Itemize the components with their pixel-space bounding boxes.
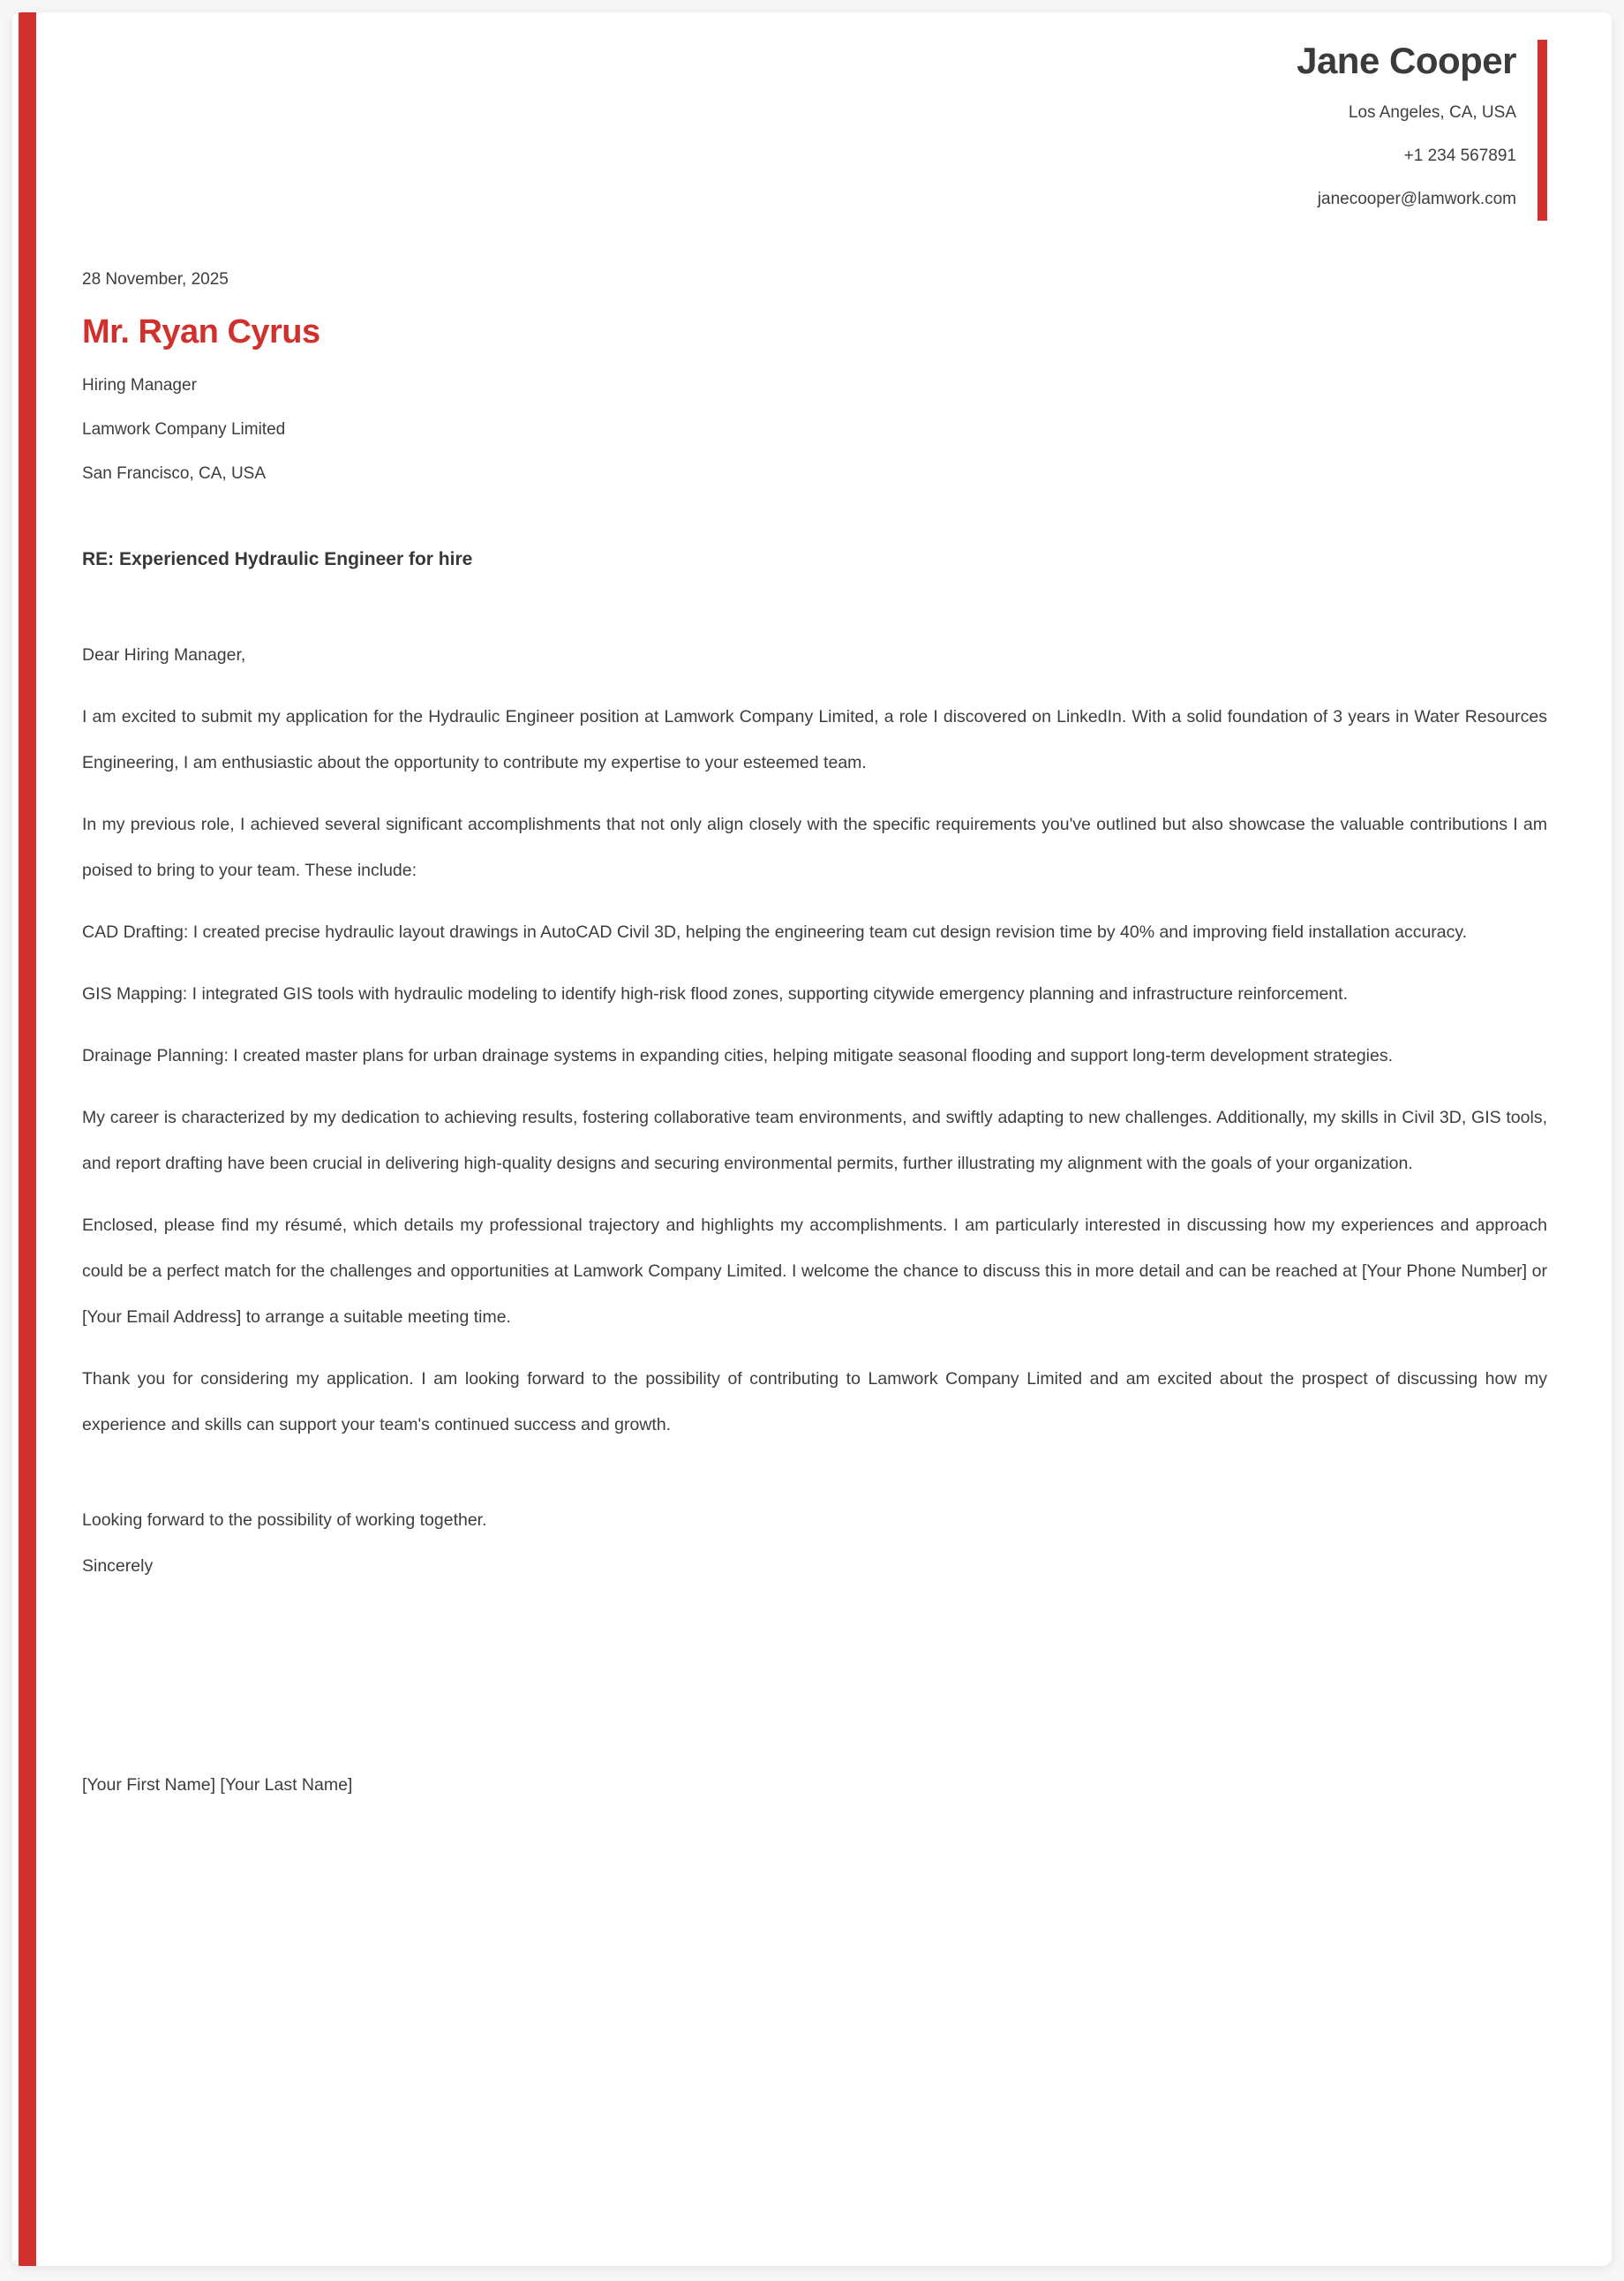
sender-email: janecooper@lamwork.com xyxy=(1317,190,1516,209)
body-paragraph: Enclosed, please find my résumé, which details my professional trajectory and highlights my accomplishments. I am particularly interested in discussing how my experiences and approach could be a perfect match for the challenges and opportunities at Lamwork Company Limited. I welcome the chance to discuss this in more detail and can be reached at [Your Phone Number] or [Your Email Address] to arrange a suitable meeting time. xyxy=(82,1216,1547,1328)
sender-contact-block xyxy=(1297,40,1516,221)
body-paragraph: Drainage Planning: I created master plans for urban drainage systems in expanding cities, helping mitigate seasonal flooding and support long-term development strategies. xyxy=(82,1046,1394,1066)
signature-placeholder: [Your First Name] [Your Last Name] xyxy=(82,1775,353,1795)
salutation: Dear Hiring Manager, xyxy=(82,645,246,666)
left-accent-bar xyxy=(19,12,36,2266)
sender-header xyxy=(82,40,1547,221)
header-accent-bar xyxy=(1538,40,1547,221)
recipient-block xyxy=(82,364,1547,496)
recipient-name: Mr. Ryan Cyrus xyxy=(82,313,320,351)
body-paragraph: GIS Mapping: I integrated GIS tools with hydraulic modeling to identify high-risk flood zones, supporting citywide emergency planning and infrastructure reinforcement. xyxy=(82,984,1348,1005)
sender-phone: +1 234 567891 xyxy=(1403,147,1516,166)
subject-line: RE: Experienced Hydraulic Engineer for hire xyxy=(82,549,473,570)
body-paragraph: Thank you for considering my application. I am looking forward to the possibility of contributing to Lamwork Company Limited and am excited about the prospect of discussing how my experience and skills can support your team's continued success and growth. xyxy=(82,1369,1547,1435)
body-paragraph: I am excited to submit my application for the Hydraulic Engineer position at Lamwork Company Limited, a role I discovered on LinkedIn. With a solid foundation of 3 years in Water Resources Engineering, I am enthusiastic about the opportunity to contribute my expertise to your esteemed team. xyxy=(82,707,1547,773)
letter-page xyxy=(12,12,1612,2266)
letter-date: 28 November, 2025 xyxy=(82,270,229,290)
body-paragraph: My career is characterized by my dedication to achieving results, fostering collaborative team environments, and swiftly adapting to new challenges. Additionally, my skills in Civil 3D, GIS tools, and report drafting have been crucial in delivering high-quality designs and securing environmental permits, further illustrating my alignment with the goals of your organization. xyxy=(82,1108,1547,1174)
letter-content xyxy=(82,40,1547,2266)
closing-line: Looking forward to the possibility of working together. xyxy=(82,1510,487,1531)
sender-location: Los Angeles, CA, USA xyxy=(1348,103,1516,123)
sender-name: Jane Cooper xyxy=(1297,40,1516,81)
letter-body xyxy=(82,632,1547,1448)
signoff: Sincerely xyxy=(82,1556,154,1577)
recipient-company: Lamwork Company Limited xyxy=(82,420,286,440)
recipient-location: San Francisco, CA, USA xyxy=(82,464,267,484)
body-paragraph: In my previous role, I achieved several significant accomplishments that not only align closely with the specific requirements you've outlined but also showcase the valuable contributions I am poised to bring to your team. These include: xyxy=(82,815,1547,881)
recipient-title: Hiring Manager xyxy=(82,376,197,395)
body-paragraph: CAD Drafting: I created precise hydraulic layout drawings in AutoCAD Civil 3D, helping the engineering team cut design revision time by 40% and improving field installation accuracy. xyxy=(82,922,1468,943)
